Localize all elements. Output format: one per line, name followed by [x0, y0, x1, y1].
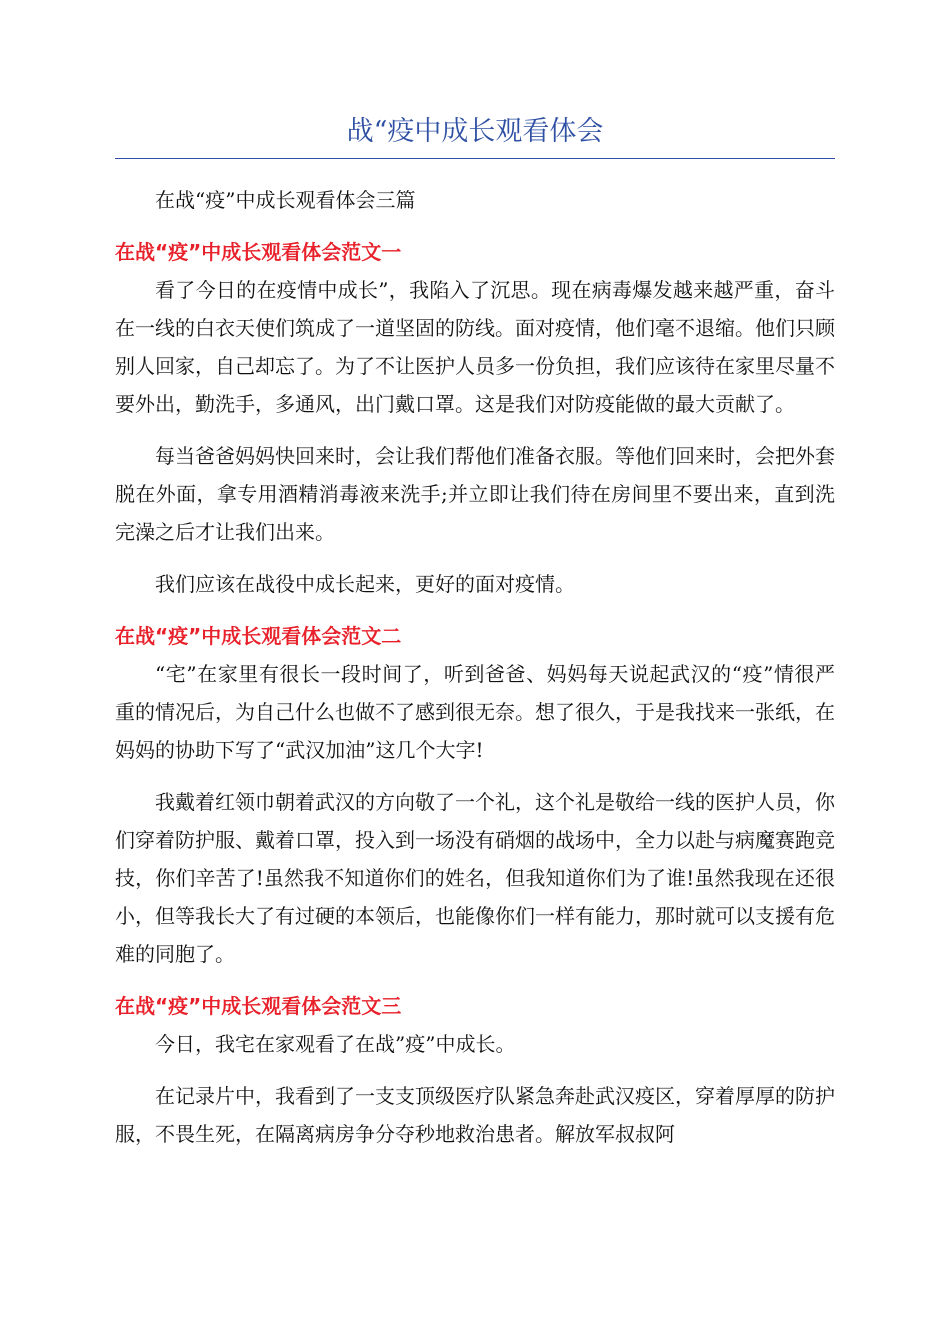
section-heading-3: 在战“疫”中成长观看体会范文三	[115, 994, 402, 1018]
section-heading-1: 在战“疫”中成长观看体会范文一	[115, 240, 402, 264]
section-2-paragraph-2: 我戴着红领巾朝着武汉的方向敬了一个礼，这个礼是敬给一线的医护人员，你们穿着防护服、戴着口罩，投入到一场没有硝烟的战场中，全力以赴与病魔赛跑竞技，你们辛苦了!虽然我不知道你们的姓名，但我知道你们为了谁!虽然我现在还很小，但等我长大了有过硬的本领后，也能像你们一样有能力，那时就可以支援有危难的同胞了。	[115, 790, 835, 966]
section-1-paragraph-2: 每当爸爸妈妈快回来时，会让我们帮他们准备衣服。等他们回来时，会把外套脱在外面，拿专用酒精消毒液来洗手;并立即让我们待在房间里不要出来，直到洗完澡之后才让我们出来。	[115, 444, 835, 544]
section-2-paragraph-1: “宅”在家里有很长一段时间了，听到爸爸、妈妈每天说起武汉的“疫”情很严重的情况后，为自己什么也做不了感到很无奈。想了很久，于是我找来一张纸，在妈妈的协助下写了“武汉加油”这几个大字!	[115, 662, 835, 762]
title-underline	[115, 158, 835, 159]
section-heading-2: 在战“疫”中成长观看体会范文二	[115, 624, 402, 648]
section-3-paragraph-2: 在记录片中，我看到了一支支顶级医疗队紧急奔赴武汉疫区，穿着厚厚的防护服，不畏生死，在隔离病房争分夺秒地救治患者。解放军叔叔阿	[115, 1084, 835, 1146]
section-1-paragraph-3: 我们应该在战役中成长起来，更好的面对疫情。	[155, 572, 575, 596]
document-page	[115, 0, 835, 1153]
section-3-paragraph-1: 今日，我宅在家观看了在战”疫”中成长。	[155, 1032, 516, 1056]
section-1-paragraph-1: 看了今日的在疫情中成长”，我陷入了沉思。现在病毒爆发越来越严重，奋斗在一线的白衣天使们筑成了一道坚固的防线。面对疫情，他们毫不退缩。他们只顾别人回家，自己却忘了。为了不让医护人员多一份负担，我们应该待在家里尽量不要外出，勤洗手，多通风，出门戴口罩。这是我们对防疫能做的最大贡献了。	[115, 278, 835, 416]
document-intro: 在战“疫”中成长观看体会三篇	[155, 188, 416, 212]
document-title: 战“疫中成长观看体会	[346, 116, 604, 147]
